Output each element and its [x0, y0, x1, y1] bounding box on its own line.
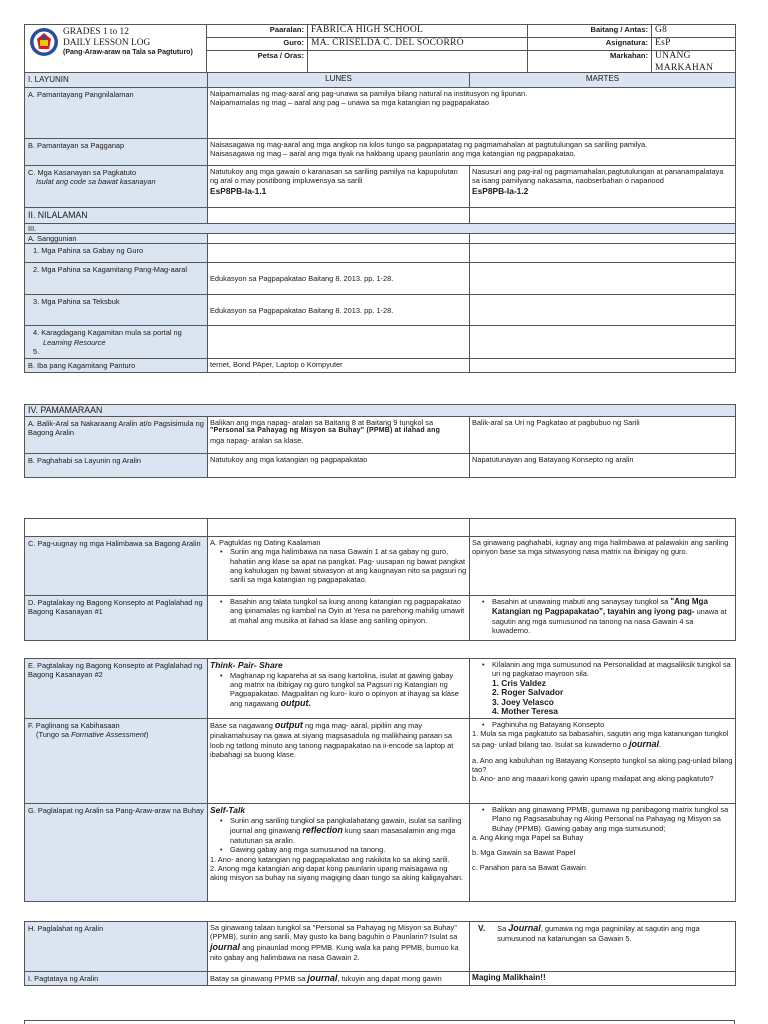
learning-resource-text: Learning Resource — [43, 337, 106, 347]
pamamaraan-efg-table — [24, 658, 736, 902]
pagtalakay-1-martes-b: "Ang Mga Katangian ng Pagpapakatao", tayahin ang iyong pag- — [492, 597, 708, 616]
deped-seal-icon — [29, 27, 59, 57]
header-title-cell — [25, 25, 207, 76]
nilalaman-martes — [470, 208, 736, 224]
pagtalakay-2-lunes-item — [210, 671, 467, 710]
reflection-word: reflection — [302, 824, 343, 835]
paglalapat-lunes-q1: 1. Ano- anong katangian ng pagpapakatao ang nakikita ko sa aking sarili. — [210, 854, 450, 864]
pamamaraan-heading: IV. PAMAMARAAN — [25, 405, 736, 417]
kabihasaan-martes-1-text: 1. Mula sa mga pagkatuto sa babasahin, sagutin ang mga katanungan tungkol sa pag- unlad bilang tao. Isulat sa kuwaderno o — [472, 729, 729, 749]
personalidad-1: 1. Cris Valdez — [492, 677, 546, 688]
pagtalakay-2-lunes-text: Maghanap ng kapareha at sa isang kartolina, isulat at gawing gabay ang matrix na ibibigay ng guro tungkol sa Pagsuri ng Katangian ng Pagpapakatao. Magpalitan ng kuro- kuro o opinyon at ihayag sa klase ang nagawang — [230, 670, 459, 709]
personalidad-4: 4. Mother Teresa — [492, 706, 558, 716]
pagtalakay-1-label: D. Pagtalakay ng Bagong Konsepto at Paglalahad ng Bagong Kasanayan #1 — [25, 596, 208, 641]
pagtalakay-1-martes-a: Basahin at unawaing mabuti ang sanaysay tungkol sa — [492, 597, 669, 606]
paglalahat-martes-journal: Journal — [508, 923, 541, 933]
pagtalakay-2-label: E. Pagtalakay ng Bagong Konsepto at Paglalahad ng Bagong Kasanayan #2 — [25, 659, 208, 719]
baitang-label: Baitang / Antas: — [528, 25, 652, 38]
kasanayan-lunes-text: Natutukoy ang mga gawain o karanasan sa sariling pamilya na kapupulutan ng aral o may positibong impluwensya sa sarili — [210, 167, 458, 186]
pagganap-line2: Naisasagawa ng mag – aaral ang mga tiyak na hakbang upang paunlarin ang mga katangian ng pagpapakatao. — [210, 149, 576, 159]
pamamaraan-cd-table — [24, 518, 736, 641]
journal-word: journal — [628, 738, 659, 749]
balik-aral-lunes — [208, 417, 470, 454]
paglalapat-lunes — [208, 804, 470, 902]
blank-martes — [470, 519, 736, 537]
gabay-guro-martes — [470, 244, 736, 263]
pag-uugnay-lunes-item: • Suriin ang mga halimbawa na nasa Gawain 1 at sa gabay ng guro, hahatiin ang klase sa apat na pangkat. Pag- uusapan ng bawat pangkat ang kahulugan ng bawat sitwasyon at ang kaugnayan nito sa pagsuri ng sarili sa mga katangian ng pagpapakatao. — [210, 547, 467, 584]
section-v: V. — [478, 923, 486, 933]
paglalapat-lunes-item2: • Gawing gabay ang mga sumusunod na tanong. — [210, 845, 467, 854]
paglalapat-martes-item: • Balikan ang ginawang PPMB, gumawa ng panibagong matrix tungkol sa Plano ng Pagsasabuhay ng Aking Personal na Pahayag ng Misyon sa Buhay (PPMB). Gawing gabay ang mga sumusunod; — [472, 805, 733, 833]
pamantayan-pagganap-value — [208, 139, 736, 166]
teksbuk-value: Edukasyon sa Pagpapakatao Baitang 8. 2013. pp. 1-28. — [208, 295, 470, 326]
pagganap-line1: Naisasagawa ng mag-aaral ang mga angkop na kilos tungo sa pagpapatatag ng pagmamahalan at pagtutulungan sa sariling pamilya. — [210, 140, 648, 149]
header-title1: GRADES 1 to 12 — [63, 27, 129, 37]
nilalaman-heading: II. NILALAMAN — [25, 208, 208, 224]
kasanayan-label-text: C. Mga Kasanayan sa Pagkatuto — [28, 168, 137, 177]
pagtataya-label: I. Pagtataya ng Aralin — [25, 972, 208, 986]
paghahabi-label: B. Paghahabi sa Layunin ng Aralin — [25, 454, 208, 478]
pag-uugnay-lunes-head: A. Pagtuklas ng Dating Kaalaman — [210, 538, 321, 547]
paglalapat-martes-a: a. Ang Aking mga Papel sa Buhay — [472, 832, 584, 842]
paglalahat-martes-a: Sa — [497, 924, 509, 933]
layunin-heading: I. LAYUNIN — [25, 73, 208, 88]
iba-pang-kagamitan-value: ternet, Bond PAper, Laptop o Kompyuter — [208, 359, 470, 373]
pagtalakay-2-lunes — [208, 659, 470, 719]
kabihasaan-lunes — [208, 719, 470, 804]
paglalahat-journal-word: journal — [210, 941, 241, 952]
karagdagang-lunes — [208, 326, 470, 359]
karagdagang-kagamitan-text: 4. Karagdagang Kagamitan mula sa portal ng — [33, 328, 182, 338]
pagtataya-lunes — [208, 972, 470, 986]
paglalahat-label: H. Paglalahat ng Aralin — [25, 922, 208, 972]
column-lunes: LUNES — [208, 73, 470, 88]
pamantayang-pangnilalaman-value — [208, 88, 736, 139]
balik-aral-martes: Balik-aral sa Uri ng Pagkatao at pagbubuo ng Sarili — [470, 417, 736, 454]
kasanayan-martes-text: Nasusuri ang pag-iral ng pagmamahalan,pagtutulungan at pananampalataya sa isang pamilyang nakasama, naobserbahan o napanood — [472, 167, 724, 186]
kabihasaan-lunes-b: ng mga mag- aaral, pipiliin ang may pinakamahusay na gawa at siyang magsasadula ng malikhaing paraan sa loob ng tatlong minuto ang tanong nagpapakatao na ii-encode sa laptop at ibabahagi sa buong klase. — [210, 721, 454, 759]
pagtataya-lunes-b: , tukuyin ang dapat mong gawin — [337, 974, 442, 983]
teksbuk-martes — [470, 295, 736, 326]
markahan-value: UNANG MARKAHAN — [652, 50, 736, 75]
pag-uugnay-martes: Sa ginawang paghahabi, iugnay ang mga halimbawa at palawakin ang sariling opinyon base sa mga sitwasyong nasa matrix na ibinigay ng guro. — [470, 537, 736, 596]
kagamitang-mag-aaral-value: Edukasyon sa Pagpapakatao Baitang 8. 2013. pp. 1-28. — [208, 263, 470, 295]
paglalapat-lunes-item1 — [210, 816, 467, 846]
kabihasaan-label — [25, 719, 208, 804]
header-table — [24, 24, 736, 76]
paglalapat-martes-b: b. Mga Gawain sa Bawat Papel — [472, 848, 576, 857]
iba-pang-kagamitan-martes — [470, 359, 736, 373]
teksbuk-label: 3. Mga Pahina sa Teksbuk — [25, 295, 208, 326]
paghahabi-martes: Napatutunayan ang Batayang Konsepto ng aralin — [470, 454, 736, 478]
kabihasaan-lunes-a: Base sa nagawang — [210, 721, 275, 730]
sanggunian-lunes — [208, 234, 470, 244]
pagtataya-journal-word: journal — [307, 973, 338, 983]
pangnilalaman-line2: Naipamamalas ng mag – aaral ang pag – unawa sa mga katangian ng pagpapakatao — [210, 98, 489, 108]
balik-aral-lunes-3: mga napag- aralan sa klase. — [210, 436, 304, 445]
column-martes: MARTES — [470, 73, 736, 88]
pagtalakay-2-martes — [470, 659, 736, 719]
kasanayan-martes — [470, 166, 736, 208]
guro-value: MA. CRISELDA C. DEL SOCORRO — [308, 37, 528, 50]
pagtalakay-1-martes-item — [472, 597, 733, 636]
pagtataya-lunes-a: Batay sa ginawang PPMB sa — [210, 974, 308, 983]
paaralan-value: FABRICA HIGH SCHOOL — [308, 25, 528, 38]
pagtalakay-1-lunes — [208, 596, 470, 641]
kabihasaan-martes-3: b. Ano- ano ang maaari kong gawin upang mailapat ang aking pagkatuto? — [472, 774, 714, 784]
kasanayan-lunes — [208, 166, 470, 208]
balik-aral-lunes-1: Balikan ang mga napag- aralan sa Baitang 8 at Baitang 9 tungkol sa — [210, 418, 434, 427]
iba-pang-kagamitan-label: B. Iba pang Kagamitang Panturo — [25, 359, 208, 373]
formative-assessment: Formative Assessment — [71, 730, 146, 740]
balik-aral-lunes-2: "Personal sa Pahayag ng Misyon sa Buhay" (PPMB) at ilahad ang — [210, 427, 441, 435]
baitang-value: G8 — [652, 25, 736, 38]
layunin-table — [24, 72, 736, 373]
guro-label: Guro: — [207, 37, 308, 50]
item-5: 5. — [33, 346, 40, 356]
personalidad-2: 2. Roger Salvador — [492, 687, 564, 697]
pagtalakay-1-martes — [470, 596, 736, 641]
pamamaraan-table — [24, 404, 736, 478]
think-pair-share: Think- Pair- Share — [210, 660, 283, 670]
paglalapat-martes-c: c. Panahon para sa Bawat Gawain — [472, 863, 586, 873]
pagtalakay-1-martes-c: unawa at sagutin ang mga sumusunod na tanong na nasa Gawain 4 sa kuwaderno. — [492, 607, 727, 636]
nilalaman-lunes — [208, 208, 470, 224]
kasanayan-label — [25, 166, 208, 208]
pamantayan-pagganap-label: B. Pamantayan sa Pagganap — [25, 139, 208, 166]
kasanayan-sub: Isulat ang code sa bawat kasanayan — [36, 177, 156, 187]
pag-uugnay-lunes — [208, 537, 470, 596]
kabihasaan-sub — [28, 730, 204, 739]
pamamaraan-hi-table — [24, 921, 736, 986]
kabihasaan-sub-c: ) — [145, 730, 149, 740]
sanggunian-martes — [470, 234, 736, 244]
paaralan-label: Paaralan: — [207, 25, 308, 38]
pagtataya-martes: Maging Malikhain!! — [470, 972, 736, 986]
section-iii: III. — [25, 223, 736, 233]
gabay-guro-lunes — [208, 244, 470, 263]
asignatura-label: Asignatura: — [528, 37, 652, 50]
balik-aral-label: A. Balik-Aral sa Nakaraang Aralin at/o Pagsisimula ng Bagong Aralin — [25, 417, 208, 454]
kasanayan-lunes-code: EsP8PB-Ia-1.1 — [210, 185, 267, 196]
gabay-guro-label: 1. Mga Pahina sa Gabay ng Guro — [25, 244, 208, 263]
paglalahat-lunes-b: ang pinaunlad mong PPMB. Kung wala ka pang PPMB, bumuo ka nito gabay ang halimbawa na nasa Gawain 2. — [210, 942, 459, 962]
self-talk: Self-Talk — [210, 805, 246, 815]
paglalapat-lunes-item1-a: Suriin ang sariling tungkol sa pangkalahatang gawain, isulat sa sariling journal ang ginawang — [230, 815, 462, 835]
paglalahat-martes-row — [472, 923, 733, 944]
kagamitang-mag-aaral-label: 2. Mga Pahina sa Kagamitang Pang-Mag-aaral — [25, 263, 208, 295]
asignatura-value: EsP — [652, 37, 736, 50]
karagdagang-kagamitan-label — [25, 326, 208, 359]
sanggunian-label: A. Sanggunian — [25, 234, 208, 244]
kabihasaan-label-text: F. Paglinang sa Kabihasaan — [28, 721, 120, 730]
paglalahat-martes-b: , gumawa ng mga pagninilay at sagutin ang mga sumusunod na katanungan sa Gawain 5. — [497, 924, 700, 944]
paglalapat-martes — [470, 804, 736, 902]
paglalahat-lunes-a: Sa ginawang talaan tungkol sa "Personal sa Pahayag ng Misyon sa Buhay" (PPMB), suriin ang sarili, May gusto ka bang baguhin o Paunlarin? Isulat sa — [210, 923, 458, 942]
kabihasaan-output-word: output — [274, 720, 303, 730]
paglalapat-label: G. Paglalapat ng Aralin sa Pang-Araw-araw na Buhay — [25, 804, 208, 902]
output-word: output. — [280, 698, 312, 709]
kabihasaan-martes-2: a. Ano ang kabuluhan ng Batayang Konsepto tungkol sa aking pag-unlad bilang tao? — [472, 755, 733, 774]
kabihasaan-martes-item: • Paghinuha ng Batayang Konsepto — [472, 720, 733, 729]
pagtalakay-2-martes-item: • Kilalanin ang mga sumusunod na Personalidad at magsaliksik tungkol sa uri ng pagkatao mayroon sila. — [472, 660, 733, 679]
kabihasaan-martes — [470, 719, 736, 804]
personalidad-list — [472, 679, 733, 717]
paglalahat-lunes — [208, 922, 470, 972]
markahan-label: Markahan: — [528, 50, 652, 75]
petsa-label: Petsa / Oras: — [207, 50, 308, 75]
paglalahat-martes-text — [497, 923, 733, 944]
kabihasaan-martes-1: 1. Mula sa mga pagkatuto sa babasahin, sagutin ang mga katanungan tungkol sa pag- unlad bilang tao. Isulat sa kuwaderno o journal. — [472, 729, 729, 749]
paglalahat-martes — [470, 922, 736, 972]
blank-lunes — [208, 519, 470, 537]
blank-label — [25, 519, 208, 537]
personalidad-3: 3. Joey Velasco — [492, 696, 554, 707]
kabihasaan-sub-a: (Tungo sa — [36, 730, 72, 740]
kasanayan-martes-code: EsP8PB-Ia-1.2 — [472, 185, 529, 196]
karagdagang-martes — [470, 326, 736, 359]
pangnilalaman-line1: Naipamamalas ng mag-aaral ang pag-unawa sa pamilya bilang natural na institusyon ng lipunan. — [210, 89, 528, 98]
paghahabi-lunes: Natutukoy ang mga katangian ng pagpapakatao — [208, 454, 470, 478]
pag-uugnay-label: C. Pag-uugnay ng mga Halimbawa sa Bagong Aralin — [25, 537, 208, 596]
next-page-table-edge — [24, 1020, 735, 1024]
pagtalakay-1-lunes-item: • Basahin ang talata tungkol sa kung anong katangian ng pagpapakatao ang ipinamalas ng kambal na Oyin at Yesa na parehong mahilig umawit at mahal ang musika at ilahad sa klase ang sariling opinyon. — [210, 597, 467, 625]
paglalapat-lunes-item1-b: kung saan masasalamin ang mga natutunan sa aralin. — [230, 825, 456, 846]
pamantayang-pangnilalaman-label: A. Pamantayang Pangnilalaman — [25, 88, 208, 139]
kagamitang-mag-aaral-martes — [470, 263, 736, 295]
paglalapat-lunes-q2: 2. Anong mga katangian ang dapat kong paunlarin upang maisagawa ng aking misyon sa buhay na siyang magiging daan tungo sa aking kaligayahan. — [210, 863, 464, 883]
header-title2: DAILY LESSON LOG — [63, 37, 151, 48]
header-subtitle: (Pang-Araw-araw na Tala sa Pagtuturo) — [63, 49, 193, 56]
